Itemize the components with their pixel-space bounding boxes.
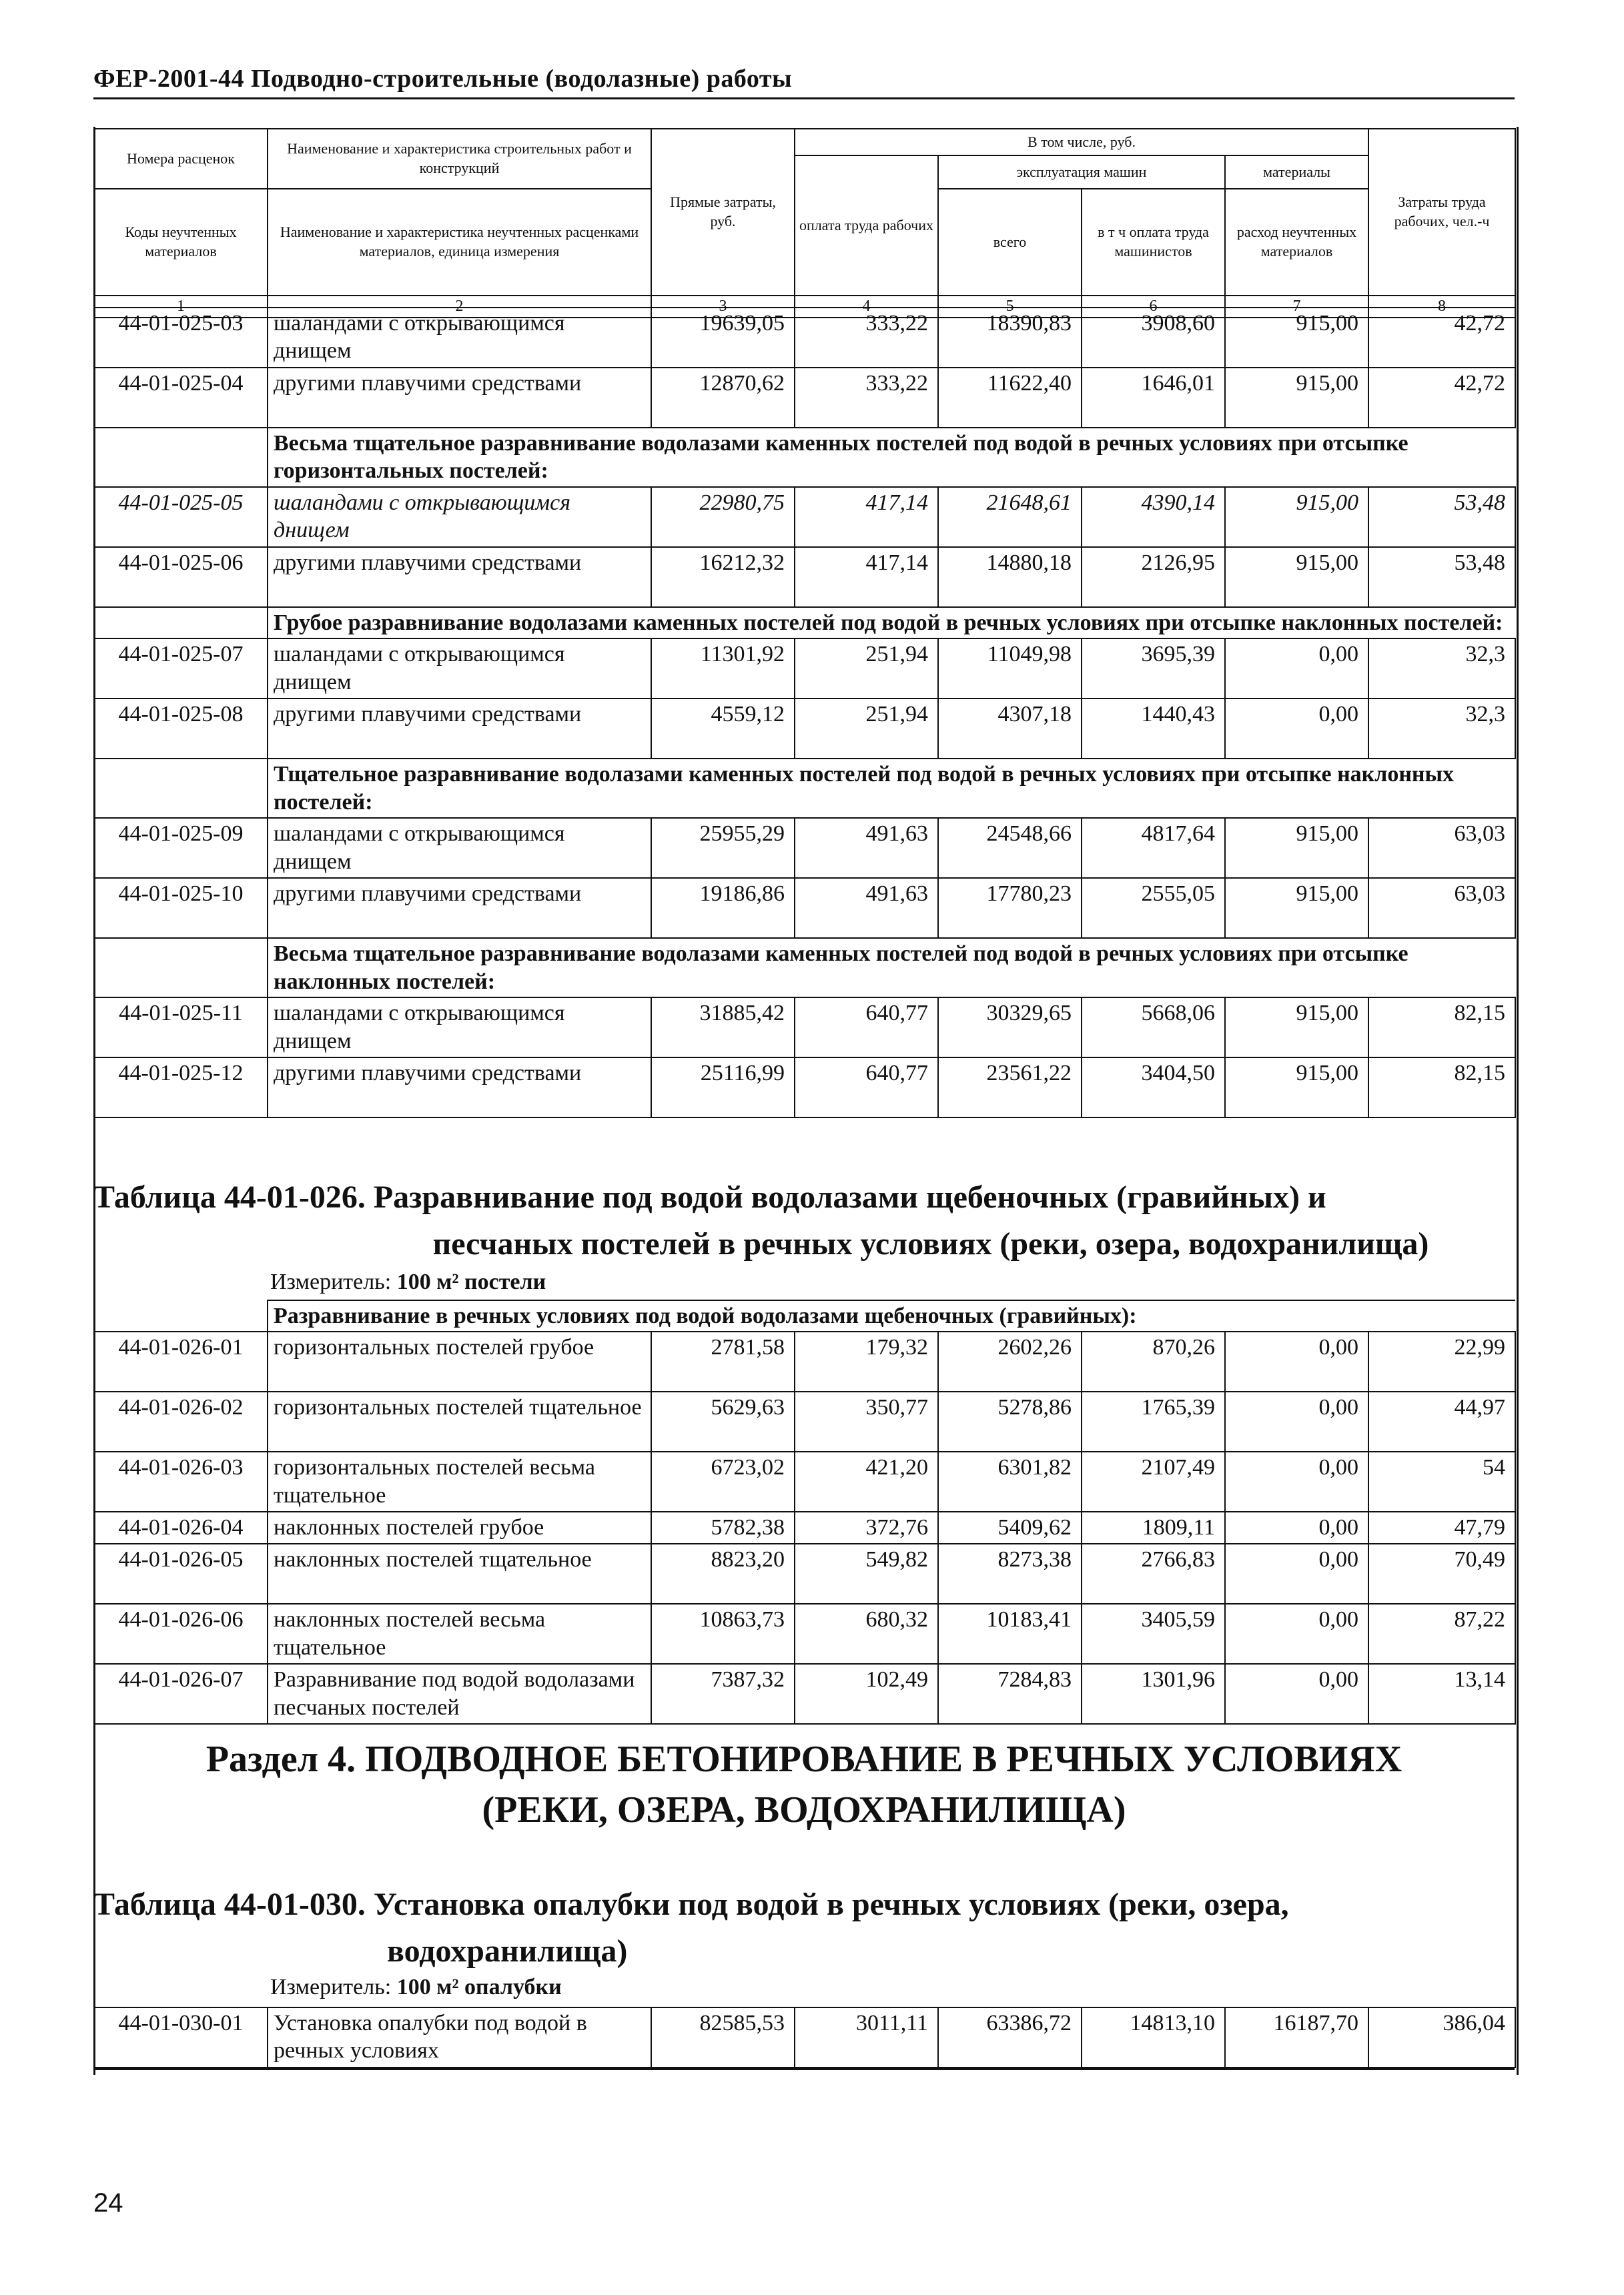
direct-costs: 22980,75: [651, 487, 795, 547]
table-026-title-line2: песчаных постелей в речных условиях (реки, озера, водохранилища): [432, 1226, 1429, 1262]
rate-code: 44-01-025-06: [94, 547, 268, 607]
table-030-title-line1: Таблица 44-01-030. Установка опалубки под водой в речных условиях (реки, озера,: [93, 1887, 1289, 1922]
labor-pay: 372,76: [795, 1512, 938, 1544]
machines-total: 30329,65: [938, 997, 1082, 1057]
section-heading-row: [94, 759, 1515, 818]
machinists-pay: 2107,49: [1082, 1452, 1225, 1512]
work-name: шаландами с открывающимся днищем: [268, 308, 651, 368]
section-heading-row: [94, 428, 1515, 487]
machinists-pay: 870,26: [1082, 1332, 1225, 1392]
machinists-pay: 3405,59: [1082, 1604, 1225, 1664]
table-row: [94, 1512, 1515, 1544]
colnum: 1: [94, 296, 268, 318]
table-030-measure: [270, 1975, 562, 2000]
work-name: наклонных постелей тщательное: [268, 1544, 651, 1604]
materials: 915,00: [1225, 1057, 1368, 1117]
materials: 0,00: [1225, 1664, 1368, 1724]
labor-pay: 333,22: [795, 308, 938, 368]
table-row: [94, 878, 1515, 938]
machines-total: 5409,62: [938, 1512, 1082, 1544]
materials: 915,00: [1225, 487, 1368, 547]
table-row: [94, 368, 1515, 428]
table-row: [94, 638, 1515, 699]
machinists-pay: 4817,64: [1082, 818, 1225, 878]
labor-hours: 53,48: [1368, 547, 1515, 607]
rate-code: 44-01-025-05: [94, 487, 268, 547]
direct-costs: 7387,32: [651, 1664, 795, 1724]
machines-total: 14880,18: [938, 547, 1082, 607]
materials: 915,00: [1225, 308, 1368, 368]
colnum: 4: [795, 296, 938, 318]
page-header: ФЕР-2001-44 Подводно-строительные (водолазные) работы: [93, 64, 1515, 99]
direct-costs: 12870,62: [651, 368, 795, 428]
table-row: [94, 547, 1515, 607]
section-heading: Весьма тщательное разравнивание водолазами каменных постелей под водой в речных условиях при отсыпке наклонных постелей:: [268, 938, 1515, 997]
work-name: наклонных постелей грубое: [268, 1512, 651, 1544]
col3-header: Прямые затраты, руб.: [651, 129, 795, 296]
rate-code: 44-01-025-03: [94, 308, 268, 368]
section-heading: Весьма тщательное разравнивание водолазами каменных постелей под водой в речных условиях при отсыпке горизонтальных постелей:: [268, 428, 1515, 487]
machines-total: 11622,40: [938, 368, 1082, 428]
col2-top-header: Наименование и характеристика строительных работ и конструкций: [268, 129, 651, 189]
materials: 0,00: [1225, 1512, 1368, 1544]
machinists-pay: 2766,83: [1082, 1544, 1225, 1604]
incl-header: В том числе, руб.: [795, 129, 1368, 155]
section-4-line2: (РЕКИ, ОЗЕРА, ВОДОХРАНИЛИЩА): [482, 1789, 1126, 1831]
labor-hours: 22,99: [1368, 1332, 1515, 1392]
materials: 16187,70: [1225, 2007, 1368, 2068]
table-row: [94, 818, 1515, 878]
rate-code: 44-01-025-10: [94, 878, 268, 938]
labor-pay: 680,32: [795, 1604, 938, 1664]
table-026-title-line1: Таблица 44-01-026. Разравнивание под водой водолазами щебеночных (гравийных) и: [93, 1180, 1326, 1215]
colnum: 3: [651, 296, 795, 318]
direct-costs: 6723,02: [651, 1452, 795, 1512]
rate-code: 44-01-026-01: [94, 1332, 268, 1392]
work-name: шаландами с открывающимся днищем: [268, 997, 651, 1057]
materials: 915,00: [1225, 368, 1368, 428]
rate-code: 44-01-025-08: [94, 699, 268, 759]
table-row: [94, 1664, 1515, 1724]
table-row: [94, 1057, 1515, 1117]
labor-hours: 386,04: [1368, 2007, 1515, 2068]
machines-total: 8273,38: [938, 1544, 1082, 1604]
labor-pay: 421,20: [795, 1452, 938, 1512]
labor-pay: 333,22: [795, 368, 938, 428]
labor-pay: 491,63: [795, 818, 938, 878]
table-row: [94, 1392, 1515, 1452]
work-name: горизонтальных постелей тщательное: [268, 1392, 651, 1452]
machinists-pay: 1440,43: [1082, 699, 1225, 759]
rate-code: 44-01-025-11: [94, 997, 268, 1057]
measure-label: Измеритель:: [270, 1270, 392, 1294]
direct-costs: 8823,20: [651, 1544, 795, 1604]
direct-costs: 5629,63: [651, 1392, 795, 1452]
direct-costs: 82585,53: [651, 2007, 795, 2068]
section-heading: Грубое разравнивание водолазами каменных постелей под водой в речных условиях при отсыпке наклонных постелей:: [268, 607, 1515, 638]
labor-pay: 417,14: [795, 547, 938, 607]
materials: 0,00: [1225, 1332, 1368, 1392]
machines-total: 21648,61: [938, 487, 1082, 547]
direct-costs: 19186,86: [651, 878, 795, 938]
rate-code: 44-01-026-03: [94, 1452, 268, 1512]
section-heading: Тщательное разравнивание водолазами каменных постелей под водой в речных условиях при отсыпке наклонных постелей:: [268, 759, 1515, 818]
materials: 0,00: [1225, 699, 1368, 759]
labor-hours: 32,3: [1368, 699, 1515, 759]
machinists-pay: 2555,05: [1082, 878, 1225, 938]
work-name: другими плавучими средствами: [268, 878, 651, 938]
work-name: другими плавучими средствами: [268, 368, 651, 428]
machinists-pay: 2126,95: [1082, 547, 1225, 607]
col6-header: в т ч оплата труда машинистов: [1082, 189, 1225, 296]
labor-hours: 70,49: [1368, 1544, 1515, 1604]
machines-total: 10183,41: [938, 1604, 1082, 1664]
labor-pay: 491,63: [795, 878, 938, 938]
materials: 0,00: [1225, 1604, 1368, 1664]
work-name: Установка опалубки под водой в речных условиях: [268, 2007, 651, 2068]
materials-header: материалы: [1225, 155, 1368, 189]
col2-bottom-header: Наименование и характеристика неучтенных расценками материалов, единица измерения: [268, 189, 651, 296]
section-heading-row: [94, 607, 1515, 638]
work-name: горизонтальных постелей грубое: [268, 1332, 651, 1392]
machinists-pay: 1765,39: [1082, 1392, 1225, 1452]
table-row: [94, 1544, 1515, 1604]
machines-total: 6301,82: [938, 1452, 1082, 1512]
labor-hours: 82,15: [1368, 1057, 1515, 1117]
labor-hours: 87,22: [1368, 1604, 1515, 1664]
section-4-line1: Раздел 4. ПОДВОДНОЕ БЕТОНИРОВАНИЕ В РЕЧНЫХ УСЛОВИЯХ: [206, 1739, 1402, 1780]
footer-rule: [93, 2068, 1515, 2070]
col5-header: всего: [938, 189, 1082, 296]
work-name: шаландами с открывающимся днищем: [268, 638, 651, 699]
table-44-01-030: [93, 2007, 1516, 2068]
machinists-pay: 3695,39: [1082, 638, 1225, 699]
labor-hours: 13,14: [1368, 1664, 1515, 1724]
direct-costs: 10863,73: [651, 1604, 795, 1664]
machines-total: 11049,98: [938, 638, 1082, 699]
direct-costs: 31885,42: [651, 997, 795, 1057]
table-026-title: [93, 1174, 1515, 1267]
rate-code: 44-01-026-04: [94, 1512, 268, 1544]
machinists-pay: 5668,06: [1082, 997, 1225, 1057]
labor-hours: 42,72: [1368, 368, 1515, 428]
machinists-pay: 14813,10: [1082, 2007, 1225, 2068]
rate-code: 44-01-025-04: [94, 368, 268, 428]
labor-pay: 3011,11: [795, 2007, 938, 2068]
labor-hours: 44,97: [1368, 1392, 1515, 1452]
section-heading-row: [94, 938, 1515, 997]
direct-costs: 19639,05: [651, 308, 795, 368]
labor-pay: 350,77: [795, 1392, 938, 1452]
col1-bottom-header: Коды неучтенных материалов: [94, 189, 268, 296]
colnum: 2: [268, 296, 651, 318]
machines-total: 2602,26: [938, 1332, 1082, 1392]
materials: 0,00: [1225, 638, 1368, 699]
measure-label: Измеритель:: [270, 1975, 392, 1999]
machinists-pay: 4390,14: [1082, 487, 1225, 547]
col7-header: расход неучтенных материалов: [1225, 189, 1368, 296]
direct-costs: 2781,58: [651, 1332, 795, 1392]
table-row: [94, 997, 1515, 1057]
table-row: [94, 2007, 1515, 2068]
machines-total: 5278,86: [938, 1392, 1082, 1452]
machines-total: 63386,72: [938, 2007, 1082, 2068]
labor-pay: 640,77: [795, 1057, 938, 1117]
table-row: [94, 1452, 1515, 1512]
rate-code: 44-01-026-07: [94, 1664, 268, 1724]
table-row: [94, 1332, 1515, 1392]
work-name: другими плавучими средствами: [268, 1057, 651, 1117]
table-row: [94, 1604, 1515, 1664]
rate-code: 44-01-026-05: [94, 1544, 268, 1604]
machinists-pay: 3908,60: [1082, 308, 1225, 368]
machinists-pay: 1646,01: [1082, 368, 1225, 428]
labor-pay: 251,94: [795, 638, 938, 699]
col8-header: Затраты труда рабочих, чел.-ч: [1368, 129, 1515, 296]
machines-header: эксплуатация машин: [938, 155, 1225, 189]
labor-pay: 549,82: [795, 1544, 938, 1604]
rate-code: 44-01-025-09: [94, 818, 268, 878]
labor-pay: 251,94: [795, 699, 938, 759]
table-030-title: [93, 1881, 1515, 1974]
work-name: другими плавучими средствами: [268, 547, 651, 607]
materials: 0,00: [1225, 1544, 1368, 1604]
machinists-pay: 1301,96: [1082, 1664, 1225, 1724]
materials: 915,00: [1225, 547, 1368, 607]
table-row: [94, 487, 1515, 547]
colnum: 5: [938, 296, 1082, 318]
colnum: 6: [1082, 296, 1225, 318]
rate-code: 44-01-030-01: [94, 2007, 268, 2068]
labor-pay: 102,49: [795, 1664, 938, 1724]
column-header: [93, 128, 1516, 318]
materials: 915,00: [1225, 997, 1368, 1057]
labor-hours: 32,3: [1368, 638, 1515, 699]
labor-hours: 63,03: [1368, 818, 1515, 878]
materials: 0,00: [1225, 1392, 1368, 1452]
labor-pay: 640,77: [795, 997, 938, 1057]
table-44-01-025: [93, 307, 1516, 1118]
machines-total: 18390,83: [938, 308, 1082, 368]
rate-code: 44-01-025-07: [94, 638, 268, 699]
labor-hours: 53,48: [1368, 487, 1515, 547]
machines-total: 24548,66: [938, 818, 1082, 878]
table-026-measure: [270, 1270, 546, 1295]
direct-costs: 4559,12: [651, 699, 795, 759]
work-name: Разравнивание под водой водолазами песчаных постелей: [268, 1664, 651, 1724]
work-name: наклонных постелей весьма тщательное: [268, 1604, 651, 1664]
labor-hours: 47,79: [1368, 1512, 1515, 1544]
col4-header: оплата труда рабочих: [795, 155, 938, 296]
section-heading: Разравнивание в речных условиях под водой водолазами щебеночных (гравийных):: [268, 1300, 1515, 1332]
colnum: 7: [1225, 296, 1368, 318]
work-name: шаландами с открывающимся днищем: [268, 818, 651, 878]
direct-costs: 25116,99: [651, 1057, 795, 1117]
direct-costs: 11301,92: [651, 638, 795, 699]
direct-costs: 25955,29: [651, 818, 795, 878]
table-030-title-line2: водохранилища): [387, 1933, 628, 1969]
page-number: 24: [93, 2188, 123, 2218]
work-name: горизонтальных постелей весьма тщательное: [268, 1452, 651, 1512]
work-name: шаландами с открывающимся днищем: [268, 487, 651, 547]
materials: 0,00: [1225, 1452, 1368, 1512]
labor-hours: 63,03: [1368, 878, 1515, 938]
direct-costs: 5782,38: [651, 1512, 795, 1544]
table-row: [94, 699, 1515, 759]
machines-total: 4307,18: [938, 699, 1082, 759]
measure-unit: 100 м² опалубки: [396, 1975, 562, 1999]
table-row: [94, 308, 1515, 368]
colnum: 8: [1368, 296, 1515, 318]
rate-code: 44-01-026-06: [94, 1604, 268, 1664]
col1-top-header: Номера расценок: [94, 129, 268, 189]
materials: 915,00: [1225, 878, 1368, 938]
direct-costs: 16212,32: [651, 547, 795, 607]
machinists-pay: 1809,11: [1082, 1512, 1225, 1544]
labor-pay: 179,32: [795, 1332, 938, 1392]
table-44-01-026: [93, 1300, 1516, 1725]
machines-total: 23561,22: [938, 1057, 1082, 1117]
labor-hours: 54: [1368, 1452, 1515, 1512]
labor-pay: 417,14: [795, 487, 938, 547]
section-4-title: [93, 1735, 1515, 1835]
work-name: другими плавучими средствами: [268, 699, 651, 759]
labor-hours: 42,72: [1368, 308, 1515, 368]
materials: 915,00: [1225, 818, 1368, 878]
labor-hours: 82,15: [1368, 997, 1515, 1057]
rate-code: 44-01-025-12: [94, 1057, 268, 1117]
measure-unit: 100 м² постели: [396, 1270, 546, 1294]
machines-total: 17780,23: [938, 878, 1082, 938]
machines-total: 7284,83: [938, 1664, 1082, 1724]
machinists-pay: 3404,50: [1082, 1057, 1225, 1117]
rate-code: 44-01-026-02: [94, 1392, 268, 1452]
